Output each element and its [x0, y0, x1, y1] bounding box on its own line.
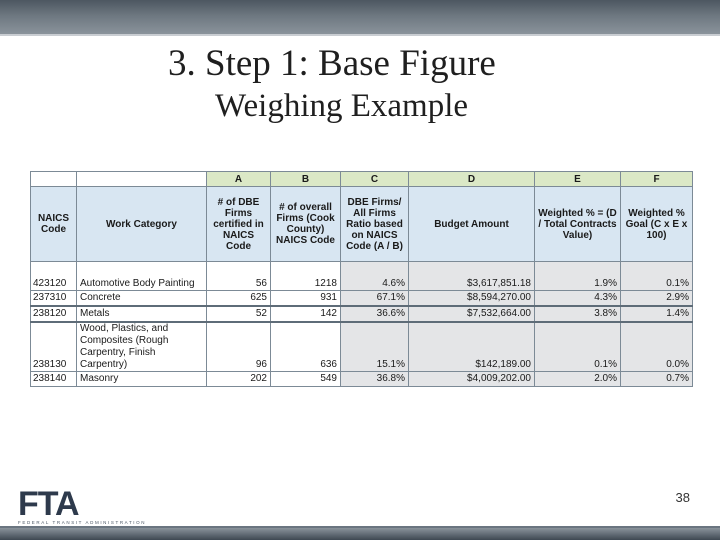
header-category: Work Category [77, 187, 207, 262]
category-cell: Automotive Body Painting [77, 262, 207, 291]
table-row [31, 322, 693, 372]
blank-header-cell [77, 172, 207, 187]
weighted-pct-cell: 0.1% [535, 322, 621, 372]
header-budget: Budget Amount [409, 187, 535, 262]
dbe-firms-cell: 202 [207, 372, 271, 387]
budget-cell: $4,009,202.00 [409, 372, 535, 387]
column-letter-a: A [207, 172, 271, 187]
header-overall-firms: # of overall Firms (Cook County) NAICS Code [271, 187, 341, 262]
table-row [31, 372, 693, 387]
column-letter-row [31, 172, 693, 187]
overall-firms-cell: 1218 [271, 262, 341, 291]
ratio-cell: 4.6% [341, 262, 409, 291]
weighted-pct-cell: 4.3% [535, 291, 621, 307]
top-divider [0, 34, 720, 36]
column-letter-c: C [341, 172, 409, 187]
budget-cell: $7,532,664.00 [409, 306, 535, 322]
naics-cell: 423120 [31, 262, 77, 291]
column-letter-d: D [409, 172, 535, 187]
blank-header-cell [31, 172, 77, 187]
slide-subtitle: Weighing Example [215, 88, 469, 124]
header-ratio: DBE Firms/ All Firms Ratio based on NAICS Code (A / B) [341, 187, 409, 262]
dbe-weighting-table [30, 171, 693, 387]
overall-firms-cell: 636 [271, 322, 341, 372]
budget-cell: $3,617,851.18 [409, 262, 535, 291]
weighted-goal-cell: 1.4% [621, 306, 693, 322]
bottom-banner [0, 528, 720, 540]
weighted-goal-cell: 0.1% [621, 262, 693, 291]
weighted-pct-cell: 3.8% [535, 306, 621, 322]
header-dbe-firms: # of DBE Firms certified in NAICS Code [207, 187, 271, 262]
category-cell: Wood, Plastics, and Composites (Rough Carpentry, Finish Carpentry) [77, 322, 207, 372]
column-letter-f: F [621, 172, 693, 187]
column-header-row [31, 187, 693, 262]
table-row [31, 306, 693, 322]
header-weighted-goal: Weighted % Goal (C x E x 100) [621, 187, 693, 262]
category-cell: Metals [77, 306, 207, 322]
naics-cell: 238140 [31, 372, 77, 387]
column-letter-e: E [535, 172, 621, 187]
weighted-pct-cell: 2.0% [535, 372, 621, 387]
weighted-goal-cell: 2.9% [621, 291, 693, 307]
ratio-cell: 67.1% [341, 291, 409, 307]
naics-cell: 238130 [31, 322, 77, 372]
header-naics: NAICS Code [31, 187, 77, 262]
ratio-cell: 36.8% [341, 372, 409, 387]
fta-logo [18, 485, 158, 525]
logo-text: FTA [18, 485, 79, 523]
weighted-goal-cell: 0.7% [621, 372, 693, 387]
dbe-firms-cell: 56 [207, 262, 271, 291]
overall-firms-cell: 142 [271, 306, 341, 322]
page-number: 38 [675, 490, 690, 505]
category-cell: Concrete [77, 291, 207, 307]
header-weighted-pct: Weighted % = (D / Total Contracts Value) [535, 187, 621, 262]
table-row [31, 291, 693, 307]
weighted-goal-cell: 0.0% [621, 322, 693, 372]
dbe-firms-cell: 625 [207, 291, 271, 307]
logo-tagline: FEDERAL TRANSIT ADMINISTRATION [18, 520, 147, 525]
table-row [31, 262, 693, 291]
slide-title: 3. Step 1: Base Figure [168, 43, 496, 84]
dbe-firms-cell: 52 [207, 306, 271, 322]
budget-cell: $142,189.00 [409, 322, 535, 372]
dbe-firms-cell: 96 [207, 322, 271, 372]
overall-firms-cell: 549 [271, 372, 341, 387]
naics-cell: 237310 [31, 291, 77, 307]
top-banner [0, 0, 720, 34]
category-cell: Masonry [77, 372, 207, 387]
ratio-cell: 15.1% [341, 322, 409, 372]
naics-cell: 238120 [31, 306, 77, 322]
budget-cell: $8,594,270.00 [409, 291, 535, 307]
column-letter-b: B [271, 172, 341, 187]
overall-firms-cell: 931 [271, 291, 341, 307]
ratio-cell: 36.6% [341, 306, 409, 322]
weighted-pct-cell: 1.9% [535, 262, 621, 291]
